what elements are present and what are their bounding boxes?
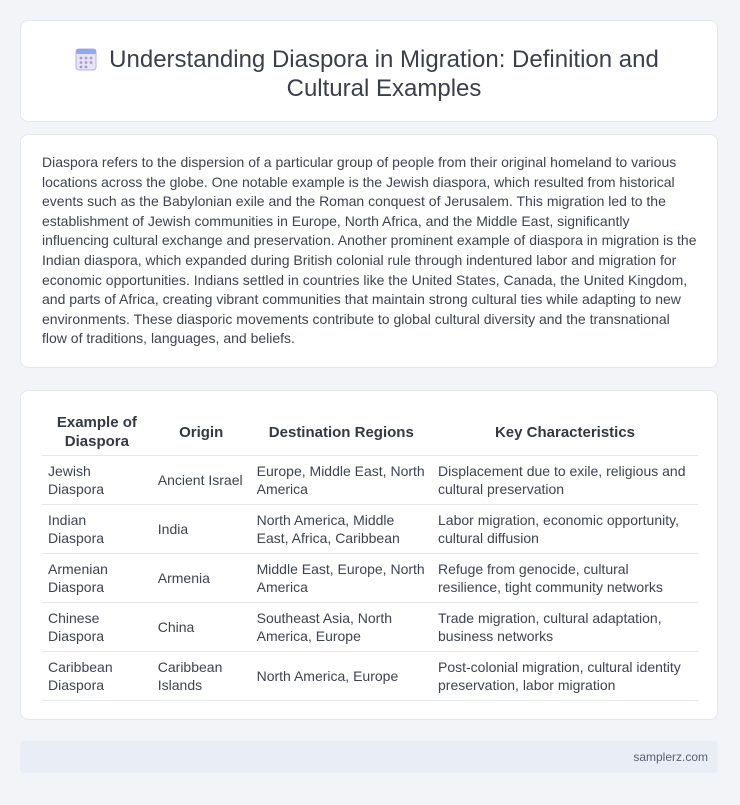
cell-origin: Caribbean Islands (152, 652, 251, 701)
column-header-origin: Origin (152, 413, 251, 456)
cell-example: Indian Diaspora (42, 505, 152, 554)
cell-characteristics: Labor migration, economic opportunity, cultural diffusion (432, 505, 698, 554)
cell-example: Jewish Diaspora (42, 456, 152, 505)
cell-destination: North America, Europe (251, 652, 432, 701)
intro-card (20, 134, 718, 368)
cell-characteristics: Displacement due to exile, religious and cultural preservation (432, 456, 698, 505)
cell-origin: Armenia (152, 554, 251, 603)
cell-example: Chinese Diaspora (42, 603, 152, 652)
column-header-destination: Destination Regions (251, 413, 432, 456)
cell-origin: India (152, 505, 251, 554)
cell-destination: Southeast Asia, North America, Europe (251, 603, 432, 652)
cell-origin: China (152, 603, 251, 652)
table-row (42, 554, 698, 603)
diaspora-table (42, 413, 698, 701)
intro-paragraph: Diaspora refers to the dispersion of a particular group of people from their original homeland to various locations across the globe. One notable example is the Jewish diaspora, which resulted from historical events such as the Babylonian exile and the Roman conquest of Jerusalem. This migration led to the establishment of Jewish communities in Europe, North Africa, and the Middle East, significantly influencing cultural exchange and preservation. Another prominent example of diaspora in migration is the Indian diaspora, which expanded during British colonial rule through indentured labor and migration for economic opportunities. Indians settled in countries like the United States, Canada, the United Kingdom, and parts of Africa, creating vibrant communities that maintain strong cultural ties while adapting to new environments. These diasporic movements contribute to global cultural diversity and the transnational flow of traditions, languages, and beliefs. (42, 154, 697, 347)
table-row (42, 603, 698, 652)
cell-destination: Europe, Middle East, North America (251, 456, 432, 505)
table-row (42, 456, 698, 505)
page-title: Understanding Diaspora in Migration: Definition and Cultural Examples (109, 46, 659, 102)
table-header-row (42, 413, 698, 456)
cell-characteristics: Trade migration, cultural adaptation, business networks (432, 603, 698, 652)
column-header-example: Example of Diaspora (42, 413, 152, 456)
cell-origin: Ancient Israel (152, 456, 251, 505)
cell-destination: North America, Middle East, Africa, Caribbean (251, 505, 432, 554)
cell-characteristics: Post-colonial migration, cultural identity preservation, labor migration (432, 652, 698, 701)
header-card (20, 20, 718, 122)
cell-destination: Middle East, Europe, North America (251, 554, 432, 603)
cell-example: Armenian Diaspora (42, 554, 152, 603)
cell-example: Caribbean Diaspora (42, 652, 152, 701)
table-card (20, 390, 718, 720)
footer-site-link[interactable]: samplerz.com (633, 750, 708, 764)
table-row (42, 652, 698, 701)
footer-bar (20, 741, 718, 773)
column-header-characteristics: Key Characteristics (432, 413, 698, 456)
cell-characteristics: Refuge from genocide, cultural resilience, tight community networks (432, 554, 698, 603)
table-row (42, 505, 698, 554)
